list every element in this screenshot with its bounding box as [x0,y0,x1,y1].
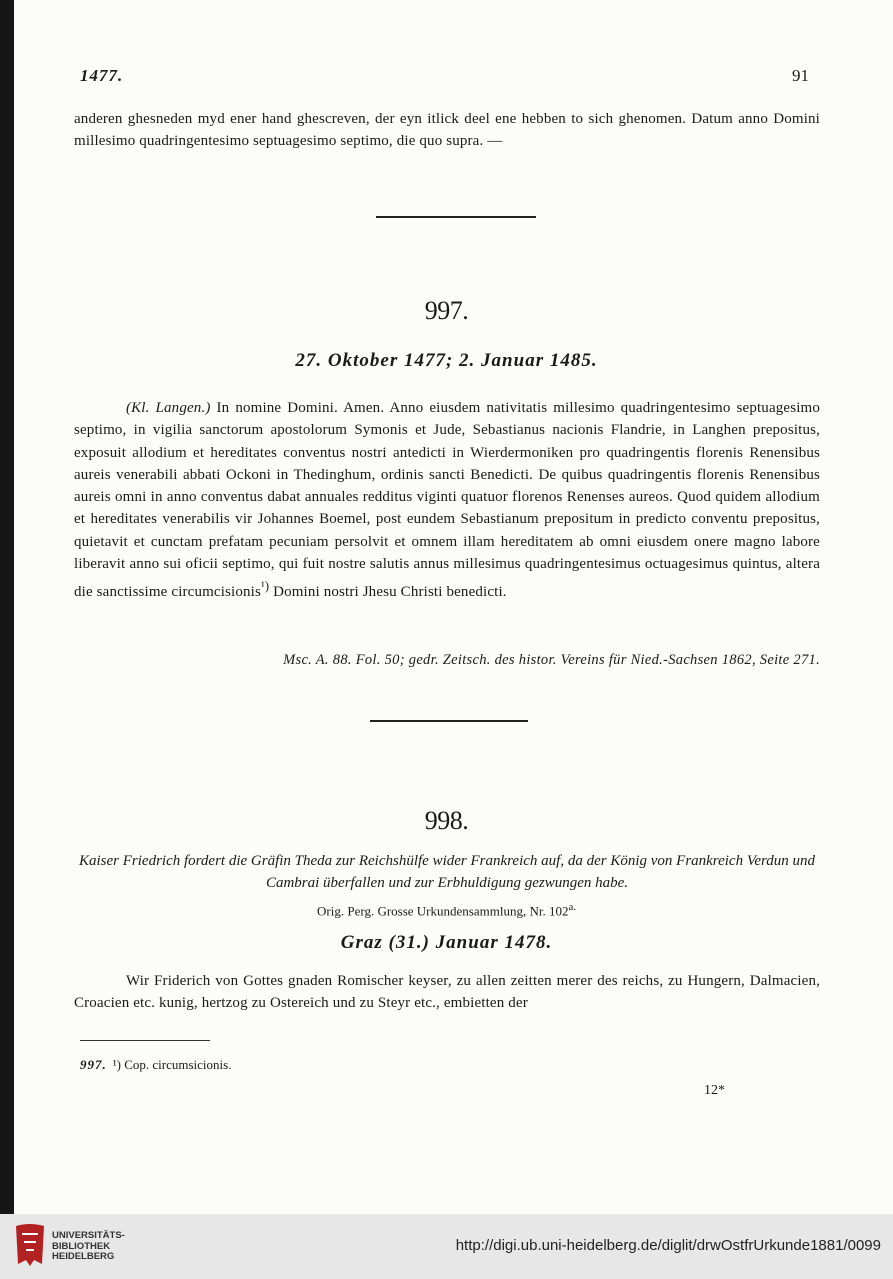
footnote-number: 997. [80,1057,107,1072]
footnote [80,1057,231,1073]
document-text-997 [74,397,820,604]
viewer-footer [0,1214,893,1279]
source-superscript: a. [568,901,576,913]
document-number-998: 998. [424,806,469,835]
library-name [52,1231,125,1263]
footnote-rule [80,1040,210,1041]
latin-text: In nomine Domini. Amen. Anno eiusdem nativitatis millesimo quadringentesimo septuagesimo septimo, in vigilia sanctorum apostolorum Symonis et Jude, Sebastianus nacionis Flandrie, in Langhen prepositus, exposuit allodium et hereditates conventus nostri antedicti in Wierdermoniken pro quadringentis florenis Renensibus aureis venerabili abbati Ockoni in Thedinghum, ordinis sancti Benedicti. De quibus quadringentis florenis Renensibus aureis omni in anno conventus dabat annuales redditus viginti quatuor florenos Renenses aureos. Quod quidem allodium et hereditates venerabilis vir Johannes Boemel, post eundem Sebastianum prepositum in predicto conventu prepositus, quietavit et cunctam prefatam pecuniam persolvit et omnem illam hereditatem ab omni eiusdem onere magno labore liberavit anno sui oficii septimo, qui fuit nostre salutis annus millesimus quadringentesimus octuagesimus quintus, altera die sanctissime circumcisionis [74,400,820,601]
section-divider [370,720,528,722]
document-page [14,0,893,1214]
scan-edge [0,0,14,1214]
continuation-text [74,108,820,153]
heidelberg-university-library-logo-icon [12,1222,48,1268]
library-name-line: UNIVERSITÄTS- [52,1230,125,1241]
permalink-url[interactable]: http://digi.ub.uni-heidelberg.de/diglit/drwOstfrUrkunde1881/0099 [455,1237,881,1254]
signature-mark: 12* [704,1083,725,1098]
source-note-998 [0,901,893,919]
archive-prefix: (Kl. Langen.) [126,400,211,416]
library-name-line: BIBLIOTHEK [52,1240,111,1252]
running-head-year: 1477. [80,66,124,85]
document-paragraph-997 [74,397,820,604]
footnote-mark: ¹) [260,579,270,594]
library-name-line: HEIDELBERG [52,1251,115,1262]
latin-text-end: Domini nostri Jhesu Christi benedicti. [269,584,507,601]
document-number-997: 997. [424,296,469,325]
footnote-text: ¹) Cop. circumsicionis. [112,1057,232,1072]
page-number: 91 [792,66,809,85]
document-date-997: 27. Oktober 1477; 2. Januar 1485. [295,350,598,371]
section-divider [376,216,536,218]
source-text: Orig. Perg. Grosse Urkundensammlung, Nr. 102 [317,903,569,919]
continuation-paragraph: anderen ghesneden myd ener hand ghescreven, der eyn itlick deel ene hebben to sich ghenomen. Datum anno Domini millesimo quadringentesimo septuagesimo septimo, die quo supra. — [74,111,820,150]
source-citation-997: Msc. A. 88. Fol. 50; gedr. Zeitsch. des histor. Vereins für Nied.-Sachsen 1862, Seite 271. [283,652,820,668]
document-date-998: Graz (31.) Januar 1478. [340,932,553,953]
document-text-998 [74,970,820,1015]
document-summary-998: Kaiser Friedrich fordert die Gräfin Theda zur Reichshülfe wider Frankreich auf, da der König von Frankreich Verdun und Cambrai überfallen und zur Erbhuldigung gezwungen habe. [78,853,816,891]
document-paragraph-998: Wir Friderich von Gottes gnaden Romischer keyser, zu allen zeitten merer des reichs, zu Hungern, Dalmacien, Croacien etc. kunig, hertzog zu Ostereich und zu Steyr etc., embietten der [74,973,820,1012]
